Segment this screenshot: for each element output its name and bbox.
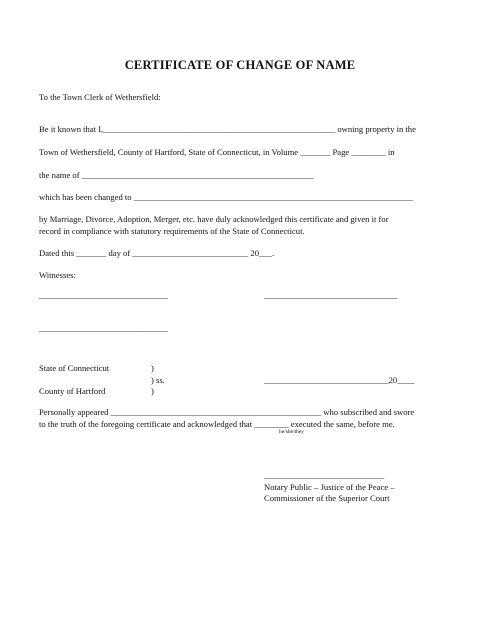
statement-line-5: by Marriage, Divorce, Adoption, Merger, etc. have duly acknowledged this certificate and given it for <box>39 214 389 224</box>
notary-title-line-2: Commissioner of the Superior Court <box>264 493 390 503</box>
date-line: _____________________________20____ <box>264 375 415 385</box>
venue-paren-3: ) <box>151 386 154 396</box>
county-label: County of Hartford <box>39 386 106 396</box>
statement-line-6: record in compliance with statutory requirements of the State of Connecticut. <box>39 226 305 236</box>
statement-line-3: the name of ______________________________________________________ <box>39 170 314 180</box>
witnesses-label: Witnesses: <box>39 270 76 280</box>
dated-line: Dated this _______ day of ___________________________ 20___. <box>39 248 275 258</box>
state-label: State of Connecticut <box>39 363 110 373</box>
statement-line-1: Be it known that I,______________________________________________________ owning property in the <box>39 124 416 134</box>
notary-title-line-1: Notary Public – Justice of the Peace – <box>264 482 395 492</box>
salutation: To the Town Clerk of Wethersfield: <box>39 92 161 102</box>
statement-line-4: which has been changed to _________________________________________________________________ <box>39 192 414 202</box>
statement-line-2: Town of Wethersfield, County of Hartford, State of Connecticut, in Volume _______ Page ________ in <box>39 147 395 157</box>
witness-signature-line-3: ______________________________ <box>39 323 168 333</box>
pronoun-hint: he/she/they <box>279 429 305 435</box>
witness-signature-line-1: ______________________________ <box>39 290 168 300</box>
venue-paren-ss: ) ss. <box>151 375 165 385</box>
document-title: CERTIFICATE OF CHANGE OF NAME <box>124 58 356 72</box>
witness-signature-line-2: _______________________________ <box>264 290 398 300</box>
notary-signature-line: ____________________________ <box>264 470 385 480</box>
personally-appeared-line-1: Personally appeared _________________________________________________ who subscribed and swore <box>39 407 415 417</box>
venue-paren-1: ) <box>151 363 154 373</box>
personally-appeared-line-2: to the truth of the foregoing certificate and acknowledged that ________ executed the same, before me. <box>39 419 395 429</box>
